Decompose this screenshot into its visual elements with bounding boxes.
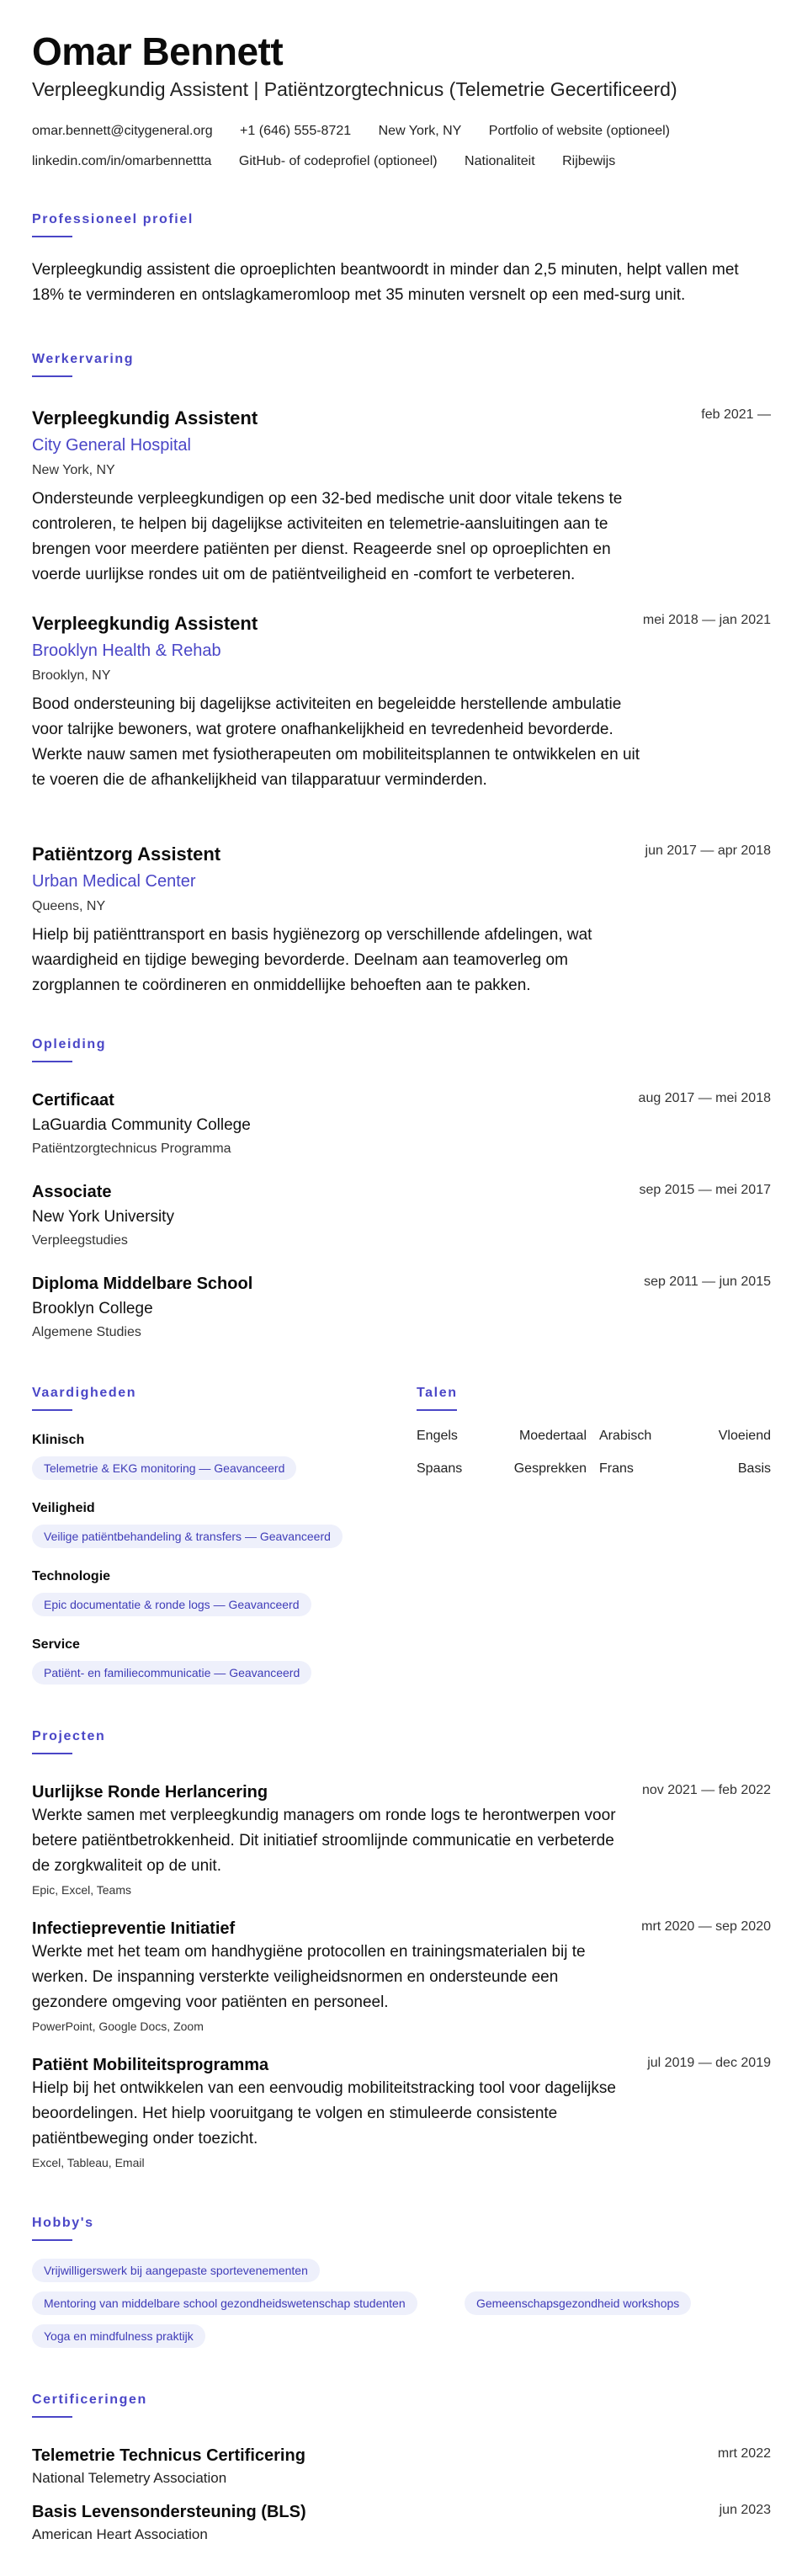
section-title-experience: Werkervaring <box>32 352 135 366</box>
contact-row-1 <box>32 124 693 139</box>
language-level: Vloeiend <box>718 1429 771 1443</box>
job-location: Queens, NY <box>32 899 106 913</box>
nationality: Nationaliteit <box>465 154 535 168</box>
project-dates: mrt 2020 — sep 2020 <box>641 1919 771 1934</box>
education-dates: aug 2017 — mei 2018 <box>638 1091 771 1105</box>
job-dates: jun 2017 — apr 2018 <box>645 844 771 858</box>
section-title-certifications: Certificeringen <box>32 2392 147 2407</box>
project-tools: Excel, Tableau, Email <box>32 2156 145 2169</box>
section-title-hobbies: Hobby's <box>32 2216 94 2230</box>
certification-name: Telemetrie Technicus Certificering <box>32 2446 305 2465</box>
job-location: Brooklyn, NY <box>32 668 111 683</box>
education-school: New York University <box>32 1208 174 1226</box>
job-title: Patiëntzorg Assistent <box>32 844 221 865</box>
candidate-name: Omar Bennett <box>32 29 284 73</box>
education-degree: Certificaat <box>32 1091 114 1110</box>
language-name: Arabisch <box>599 1429 652 1443</box>
skill-category: Technologie <box>32 1569 111 1583</box>
job-location: New York, NY <box>32 463 115 477</box>
contact-row-2 <box>32 154 639 169</box>
project-title: Patiënt Mobiliteitsprogramma <box>32 2056 269 2074</box>
project-description: Werkte samen met verpleegkundig managers om ronde logs te herontwerpen voor betere patiëntbetrokkenheid. Dit initiatief stroomlijnde communicatie en verbeterde de zorgkwaliteit op de unit. <box>32 1807 616 1875</box>
project-description: Werkte met het team om handhygiëne protocollen en trainingsmaterialen bij te werken. De inspanning versterkte veiligheidsnormen en ondersteunde een gezondere omgeving voor patiënten en personeel. <box>32 1943 586 2011</box>
linkedin-link[interactable]: linkedin.com/in/omarbennettta <box>32 154 212 168</box>
hobby-pill: Mentoring van middelbare school gezondheidswetenschap studenten <box>32 2291 417 2315</box>
certification-date: mrt 2022 <box>717 2446 771 2461</box>
hobby-pill: Gemeenschapsgezondheid workshops <box>465 2291 691 2315</box>
education-degree: Associate <box>32 1183 112 1201</box>
job-company: Brooklyn Health & Rehab <box>32 641 221 660</box>
language-name: Engels <box>417 1429 458 1443</box>
certification-date: jun 2023 <box>719 2503 771 2517</box>
drivers-license: Rijbewijs <box>562 154 616 168</box>
section-title-profile: Professioneel profiel <box>32 212 194 226</box>
job-company: City General Hospital <box>32 436 191 455</box>
language-level: Moedertaal <box>518 1429 587 1443</box>
skill-category: Veiligheid <box>32 1501 95 1515</box>
education-degree: Diploma Middelbare School <box>32 1275 253 1293</box>
location: New York, NY <box>378 124 462 138</box>
education-field: Verpleegstudies <box>32 1233 128 1248</box>
job-dates: feb 2021 — <box>701 407 771 422</box>
certification-org: National Telemetry Association <box>32 2470 227 2486</box>
job-title: Verpleegkundig Assistent <box>32 613 258 634</box>
skill-category: Klinisch <box>32 1433 85 1447</box>
project-dates: jul 2019 — dec 2019 <box>647 2056 771 2070</box>
portfolio-link[interactable]: Portfolio of website (optioneel) <box>488 124 671 138</box>
headline: Verpleegkundig Assistent | Patiëntzorgtechnicus (Telemetrie Gecertificeerd) <box>32 78 677 100</box>
project-title: Infectiepreventie Initiatief <box>32 1919 236 1938</box>
project-tools: PowerPoint, Google Docs, Zoom <box>32 2020 204 2033</box>
skill-pill: Epic documentatie & ronde logs — Geavanceerd <box>32 1593 311 1616</box>
skill-pill: Veilige patiëntbehandeling & transfers — Geavanceerd <box>32 1525 343 1548</box>
job-dates: mei 2018 — jan 2021 <box>642 613 771 627</box>
language-level: Basis <box>737 1461 771 1476</box>
section-title-projects: Projecten <box>32 1729 106 1743</box>
hobby-pill: Yoga en mindfulness praktijk <box>32 2324 205 2348</box>
job-description: Bood ondersteuning bij dagelijkse activiteiten en begeleidde herstellende ambulatie voor talrijke bewoners, wat grotere onafhankelijkheid en tevredenheid bevorderde. Werkte nauw samen met fysiotherapeuten om mobiliteitsplannen te ontwikkelen en uit te voeren die de afhankelijkheid van tilapparatuur verminderden. <box>32 695 640 789</box>
language-name: Spaans <box>417 1461 463 1476</box>
skill-pill: Patiënt- en familiecommunicatie — Geavanceerd <box>32 1661 311 1685</box>
project-description: Hielp bij het ontwikkelen van een eenvoudig mobiliteitstracking tool voor dagelijkse beoordelingen. Het hielp vooruitgang te volgen en stimuleerde consistente patiëntbeweging onder toezicht. <box>32 2079 616 2148</box>
language-level: Gesprekken <box>513 1461 587 1476</box>
profile-summary: Verpleegkundig assistent die oproeplichten beantwoordt in minder dan 2,5 minuten, helpt vallen met 18% te verminderen en ontslagkameromloop met 35 minuten versnelt op een med-surg unit. <box>32 261 739 304</box>
education-dates: sep 2015 — mei 2017 <box>639 1183 771 1197</box>
phone-link[interactable]: +1 (646) 555-8721 <box>240 124 352 138</box>
skill-category: Service <box>32 1637 80 1652</box>
section-title-skills: Vaardigheden <box>32 1386 137 1400</box>
certification-org: American Heart Association <box>32 2526 208 2542</box>
education-field: Algemene Studies <box>32 1325 141 1339</box>
email-link[interactable]: omar.bennett@citygeneral.org <box>32 124 213 138</box>
project-title: Uurlijkse Ronde Herlancering <box>32 1783 268 1802</box>
education-dates: sep 2011 — jun 2015 <box>644 1275 771 1289</box>
hobby-pill: Vrijwilligerswerk bij aangepaste sportevenementen <box>32 2259 320 2282</box>
github-link[interactable]: GitHub- of codeprofiel (optioneel) <box>238 154 438 168</box>
skill-pill: Telemetrie & EKG monitoring — Geavanceerd <box>32 1456 296 1480</box>
education-school: Brooklyn College <box>32 1300 153 1317</box>
certification-name: Basis Levensondersteuning (BLS) <box>32 2503 306 2521</box>
job-description: Hielp bij patiënttransport en basis hygiënezorg op verschillende afdelingen, wat waardigheid en tijdige beweging bevorderde. Deelnam aan teamoverleg om zorgplannen te coördineren en onmiddellijke behoeften aan te pakken. <box>32 926 592 994</box>
project-tools: Epic, Excel, Teams <box>32 1883 132 1897</box>
job-title: Verpleegkundig Assistent <box>32 407 258 428</box>
education-field: Patiëntzorgtechnicus Programma <box>32 1142 231 1156</box>
education-school: LaGuardia Community College <box>32 1116 251 1134</box>
job-company: Urban Medical Center <box>32 872 196 891</box>
section-title-education: Opleiding <box>32 1037 107 1051</box>
job-description: Ondersteunde verpleegkundigen op een 32-bed medische unit door vitale tekens te controleren, te helpen bij dagelijkse activiteiten en telemetrie-aansluitingen aan te brengen voor meerdere patiënten per dienst. Reageerde snel op oproeplichten en voerde uurlijkse rondes uit om de patiëntveiligheid en -comfort te verbeteren. <box>32 490 623 583</box>
project-dates: nov 2021 — feb 2022 <box>641 1783 771 1797</box>
section-title-languages: Talen <box>417 1386 458 1400</box>
language-name: Frans <box>599 1461 634 1476</box>
